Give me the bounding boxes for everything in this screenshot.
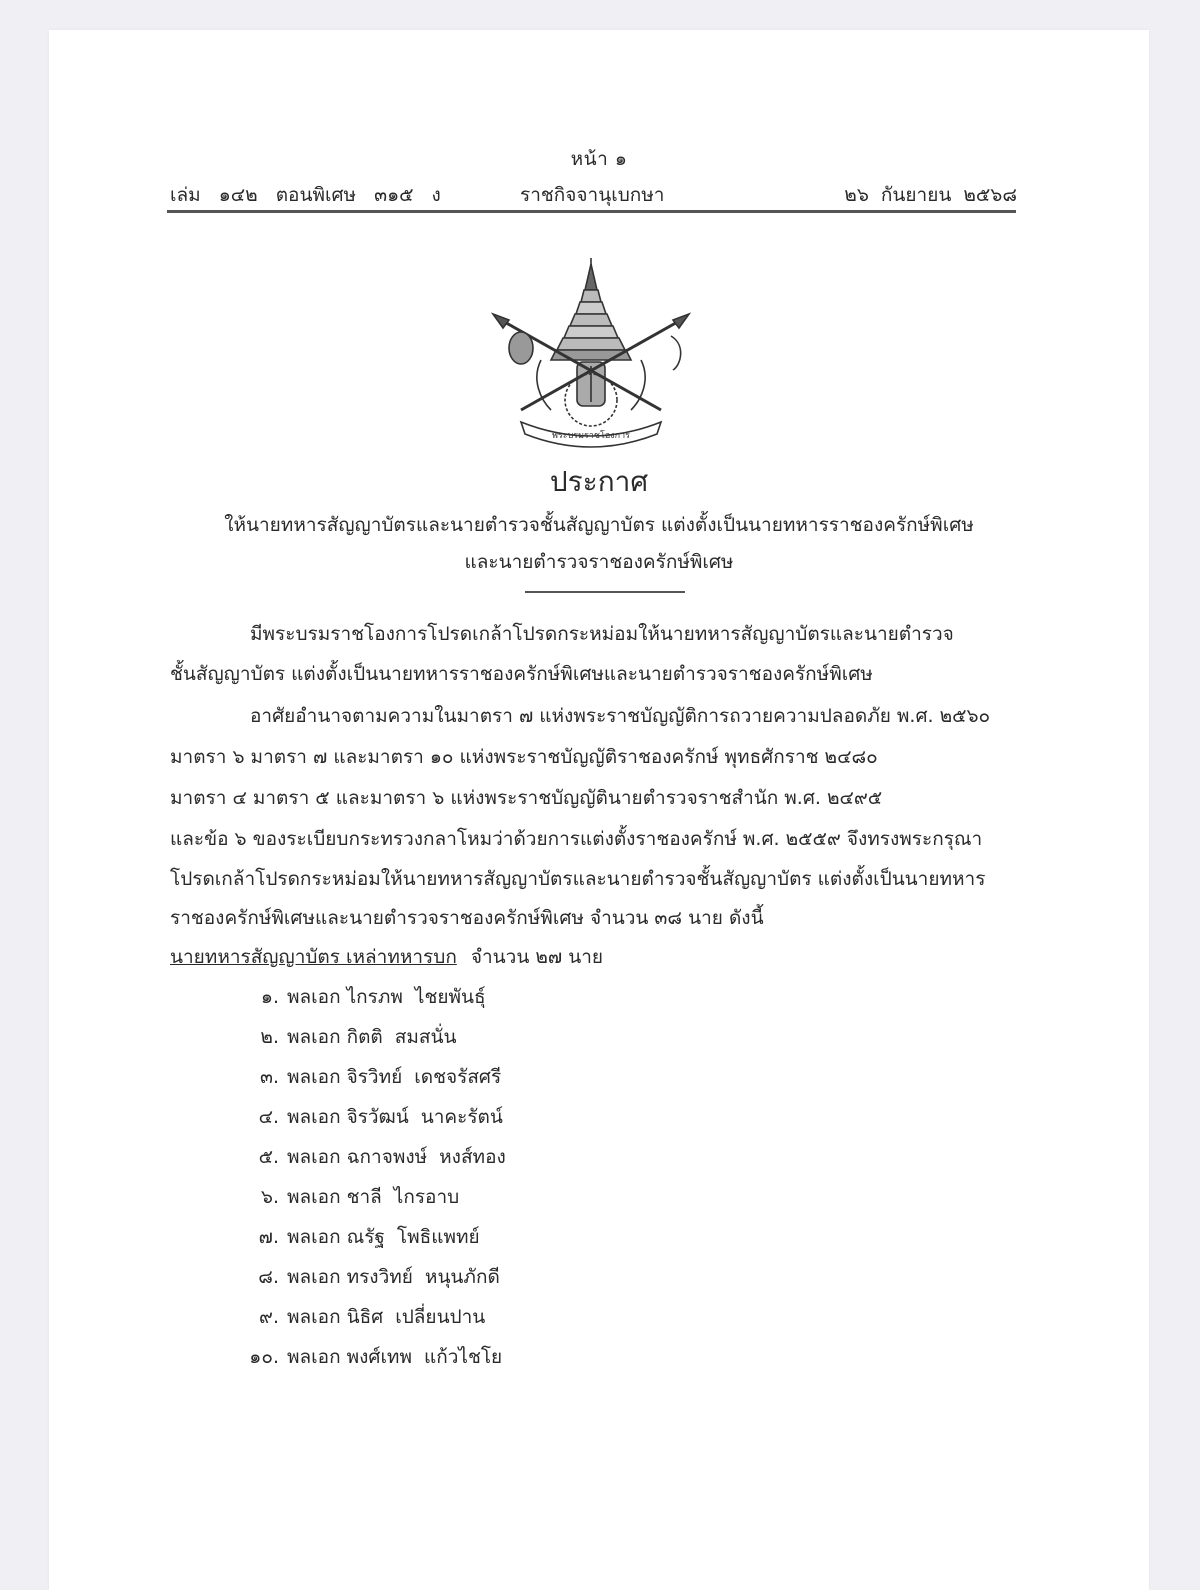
announcement-subtitle-line2: และนายตำรวจราชองครักษ์พิเศษ (464, 551, 734, 573)
header-divider (167, 210, 1016, 213)
appointee-first-name: ชาลี (346, 1186, 382, 1208)
appointee-number: ๑๐. (249, 1346, 279, 1368)
section-heading: นายทหารสัญญาบัตร เหล่าทหารบก (170, 946, 457, 968)
appointee-rank: พลเอก (287, 986, 341, 1008)
appointee-item (229, 1262, 500, 1292)
page-number: หน้า ๑ (570, 148, 628, 170)
appointee-rank: พลเอก (287, 1266, 341, 1288)
body-line-3: อาศัยอำนาจตามความในมาตรา ๗ แห่งพระราชบัญญัติการถวายความปลอดภัย พ.ศ. ๒๕๖๐ (250, 705, 991, 727)
appointee-first-name: จิรวัฒน์ (346, 1106, 409, 1128)
appointee-item (229, 1302, 485, 1332)
appointee-rank: พลเอก (287, 1066, 341, 1088)
appointee-rank: พลเอก (287, 1346, 341, 1368)
appointee-number: ๕. (258, 1146, 279, 1168)
appointee-last-name: แก้วไชโย (423, 1346, 503, 1368)
appointee-rank: พลเอก (287, 1226, 341, 1248)
appointee-last-name: เปลี่ยนปาน (395, 1306, 486, 1328)
body-line-6: และข้อ ๖ ของระเบียบกระทรวงกลาโหมว่าด้วยการแต่งตั้งราชองครักษ์ พ.ศ. ๒๕๕๙ จึงทรงพระกรุณา (170, 828, 983, 850)
section-heading-row (170, 942, 603, 972)
body-line-2: ชั้นสัญญาบัตร แต่งตั้งเป็นนายทหารราชองครักษ์พิเศษและนายตำรวจราชองครักษ์พิเศษ (170, 663, 873, 685)
appointee-last-name: สมสนั่น (394, 1026, 457, 1048)
appointee-rank: พลเอก (287, 1306, 341, 1328)
appointee-number: ๓. (259, 1066, 279, 1088)
body-line-7: โปรดเกล้าโปรดกระหม่อมให้นายทหารสัญญาบัตรและนายตำรวจชั้นสัญญาบัตร แต่งตั้งเป็นนายทหาร (170, 868, 986, 890)
appointee-last-name: นาคะรัตน์ (420, 1106, 503, 1128)
appointee-first-name: นิธิศ (346, 1306, 384, 1328)
appointee-number: ๙. (259, 1306, 279, 1328)
appointee-last-name: ไชยพันธุ์ (414, 986, 486, 1008)
appointee-first-name: ไกรภพ (346, 986, 403, 1008)
title-divider (525, 591, 685, 593)
appointee-number: ๔. (258, 1106, 279, 1128)
section-count: จำนวน ๒๗ นาย (470, 946, 604, 968)
appointee-number: ๑. (260, 986, 279, 1008)
body-line-5: มาตรา ๔ มาตรา ๕ และมาตรา ๖ แห่งพระราชบัญญัตินายตำรวจราชสำนัก พ.ศ. ๒๔๙๕ (170, 787, 883, 809)
appointee-item (229, 1142, 506, 1172)
appointee-first-name: กิตติ (346, 1026, 383, 1048)
appointee-number: ๖. (260, 1186, 279, 1208)
body-line-4: มาตรา ๖ มาตรา ๗ และมาตรา ๑๐ แห่งพระราชบัญญัติราชองครักษ์ พุทธศักราช ๒๔๘๐ (170, 746, 878, 768)
appointee-last-name: ไกรอาบ (393, 1186, 460, 1208)
announcement-subtitle-line1: ให้นายทหารสัญญาบัตรและนายตำรวจชั้นสัญญาบัตร แต่งตั้งเป็นนายทหารราชองครักษ์พิเศษ (224, 514, 974, 536)
appointee-last-name: หงส์ทอง (439, 1146, 506, 1168)
appointee-item (229, 1182, 459, 1212)
publication-name: ราชกิจจานุเบกษา (520, 184, 665, 206)
appointee-item (229, 1062, 501, 1092)
appointee-last-name: หนุนภักดี (424, 1266, 500, 1288)
publication-date: ๒๖ กันยายน ๒๕๖๘ (844, 184, 1017, 206)
appointee-rank: พลเอก (287, 1186, 341, 1208)
emblem-ribbon-text: พระบรมราชโองการ (551, 431, 631, 441)
volume-issue: เล่ม ๑๔๒ ตอนพิเศษ ๓๑๕ ง (170, 184, 441, 206)
appointee-last-name: โพธิแพทย์ (396, 1226, 480, 1248)
appointee-number: ๗. (258, 1226, 279, 1248)
appointee-number: ๘. (258, 1266, 279, 1288)
appointee-item (229, 1342, 502, 1372)
body-line-8: ราชองครักษ์พิเศษและนายตำรวจราชองครักษ์พิเศษ จำนวน ๓๘ นาย ดังนี้ (170, 907, 764, 929)
appointee-item (229, 1222, 480, 1252)
appointee-rank: พลเอก (287, 1106, 341, 1128)
appointee-last-name: เดชจรัสศรี (414, 1066, 502, 1088)
announcement-title: ประกาศ (549, 465, 649, 498)
document-page (49, 30, 1149, 1590)
appointee-number: ๒. (260, 1026, 279, 1048)
royal-emblem-icon (481, 250, 701, 450)
appointee-first-name: จิรวิทย์ (346, 1066, 403, 1088)
appointee-rank: พลเอก (287, 1026, 341, 1048)
appointee-first-name: ทรงวิทย์ (346, 1266, 413, 1288)
appointee-item (229, 1102, 503, 1132)
appointee-item (229, 1022, 456, 1052)
appointee-first-name: ณรัฐ (346, 1226, 385, 1248)
appointee-first-name: ฉกาจพงษ์ (346, 1146, 428, 1168)
body-line-1: มีพระบรมราชโองการโปรดเกล้าโปรดกระหม่อมให้นายทหารสัญญาบัตรและนายตำรวจ (250, 623, 954, 645)
appointee-item (229, 982, 486, 1012)
appointee-rank: พลเอก (287, 1146, 341, 1168)
appointee-first-name: พงศ์เทพ (346, 1346, 412, 1368)
